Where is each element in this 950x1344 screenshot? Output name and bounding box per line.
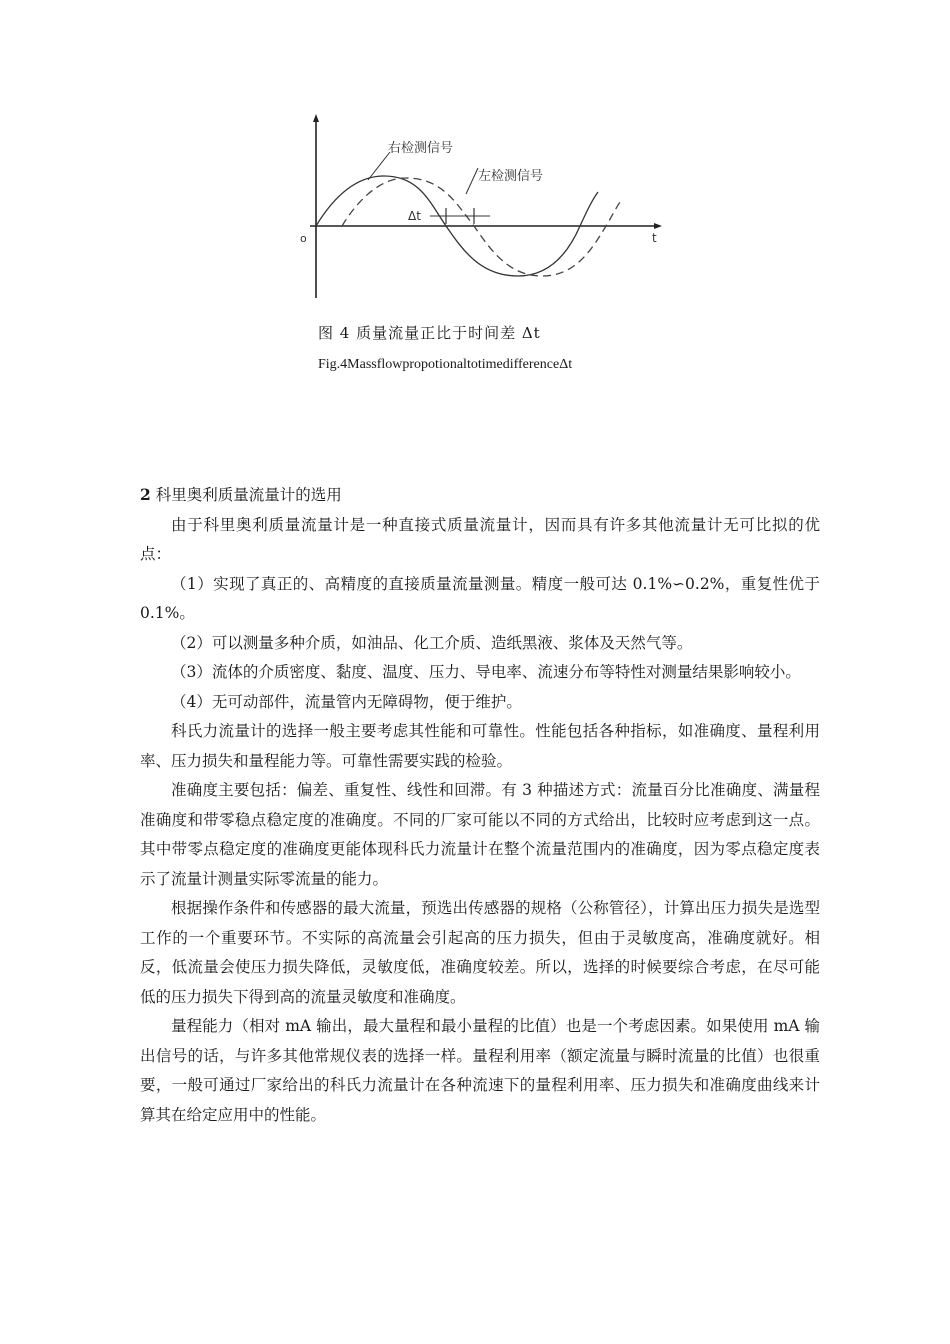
paragraph: 科氏力流量计的选择一般主要考虑其性能和可靠性。性能包括各种指标，如准确度、量程利用率、压力损失和量程能力等。可靠性需要实践的检验。 (140, 722, 820, 770)
list-item: （1）实现了真正的、高精度的直接质量流量测量。精度一般可达 0.1%∽0.2%，重复性优于 0.1%。 (140, 574, 820, 622)
list-item: （2）可以测量多种介质，如油品、化工介质、造纸黑液、浆体及天然气等。 (171, 633, 693, 652)
figure-caption-cn: 图 4 质量流量正比于时间差 Δt (318, 324, 541, 342)
section-heading (140, 480, 820, 511)
list-item: （3）流体的介质密度、黏度、温度、压力、导电率、流速分布等特性对测量结果影响较小。 (171, 663, 801, 681)
body-text (140, 480, 820, 1130)
sine-signal-figure (280, 108, 680, 308)
x-axis-arrow (654, 223, 662, 229)
y-axis-arrow (313, 114, 319, 122)
paragraph: 量程能力（相对 mA 输出，最大量程和最小量程的比值）也是一个考虑因素。如果使用 mA 输出信号的话，与许多其他常规仪表的选择一样。量程利用率（额定流量与瞬时流量的比值）也很重要，一般可通过厂家给出的科氏力流量计在各种流速下的量程利用率、压力损失和准确度曲线来计算其在给定应用中的性能。 (140, 1017, 820, 1124)
origin-label: o (300, 232, 307, 245)
paragraph: 准确度主要包括：偏差、重复性、线性和回滞。有 3 种描述方式：流量百分比准确度、满量程准确度和带零稳点稳定度的准确度。不同的厂家可能以不同的方式给出，比较时应考虑到这一点。其中带零点稳定度的准确度更能体现科氏力流量计在整个流量范围内的准确度，因为零点稳定度表示了流量计测量实际零流量的能力。 (140, 781, 820, 888)
left-label-leader (466, 168, 478, 194)
paragraph: 由于科里奥利质量流量计是一种直接式质量流量计，因而具有许多其他流量计无可比拟的优点： (140, 515, 820, 563)
section-title: 科里奥利质量流量计的选用 (155, 486, 342, 504)
delta-t-label: Δt (408, 209, 421, 223)
t-axis-label: t (652, 231, 657, 245)
signal-diagram (280, 108, 680, 308)
figure-caption-en: Fig.4MassflowpropotionaltotimedifferenceΔt (318, 357, 573, 372)
list-item: （4）无可动部件，流量管内无障碍物，便于维护。 (171, 692, 522, 711)
right-signal-label: 右检测信号 (388, 141, 454, 156)
paragraph: 根据操作条件和传感器的最大流量，预选出传感器的规格（公称管径），计算出压力损失是选型工作的一个重要环节。不实际的高流量会引起高的压力损失，但由于灵敏度高，准确度就好。相反，低流量会使压力损失降低，灵敏度低，准确度较差。所以，选择的时候要综合考虑，在尽可能低的压力损失下得到高的流量灵敏度和准确度。 (140, 899, 820, 1006)
section-number: 2 (140, 485, 151, 504)
left-signal-curve (342, 178, 620, 276)
left-signal-label: 左检测信号 (478, 169, 544, 184)
